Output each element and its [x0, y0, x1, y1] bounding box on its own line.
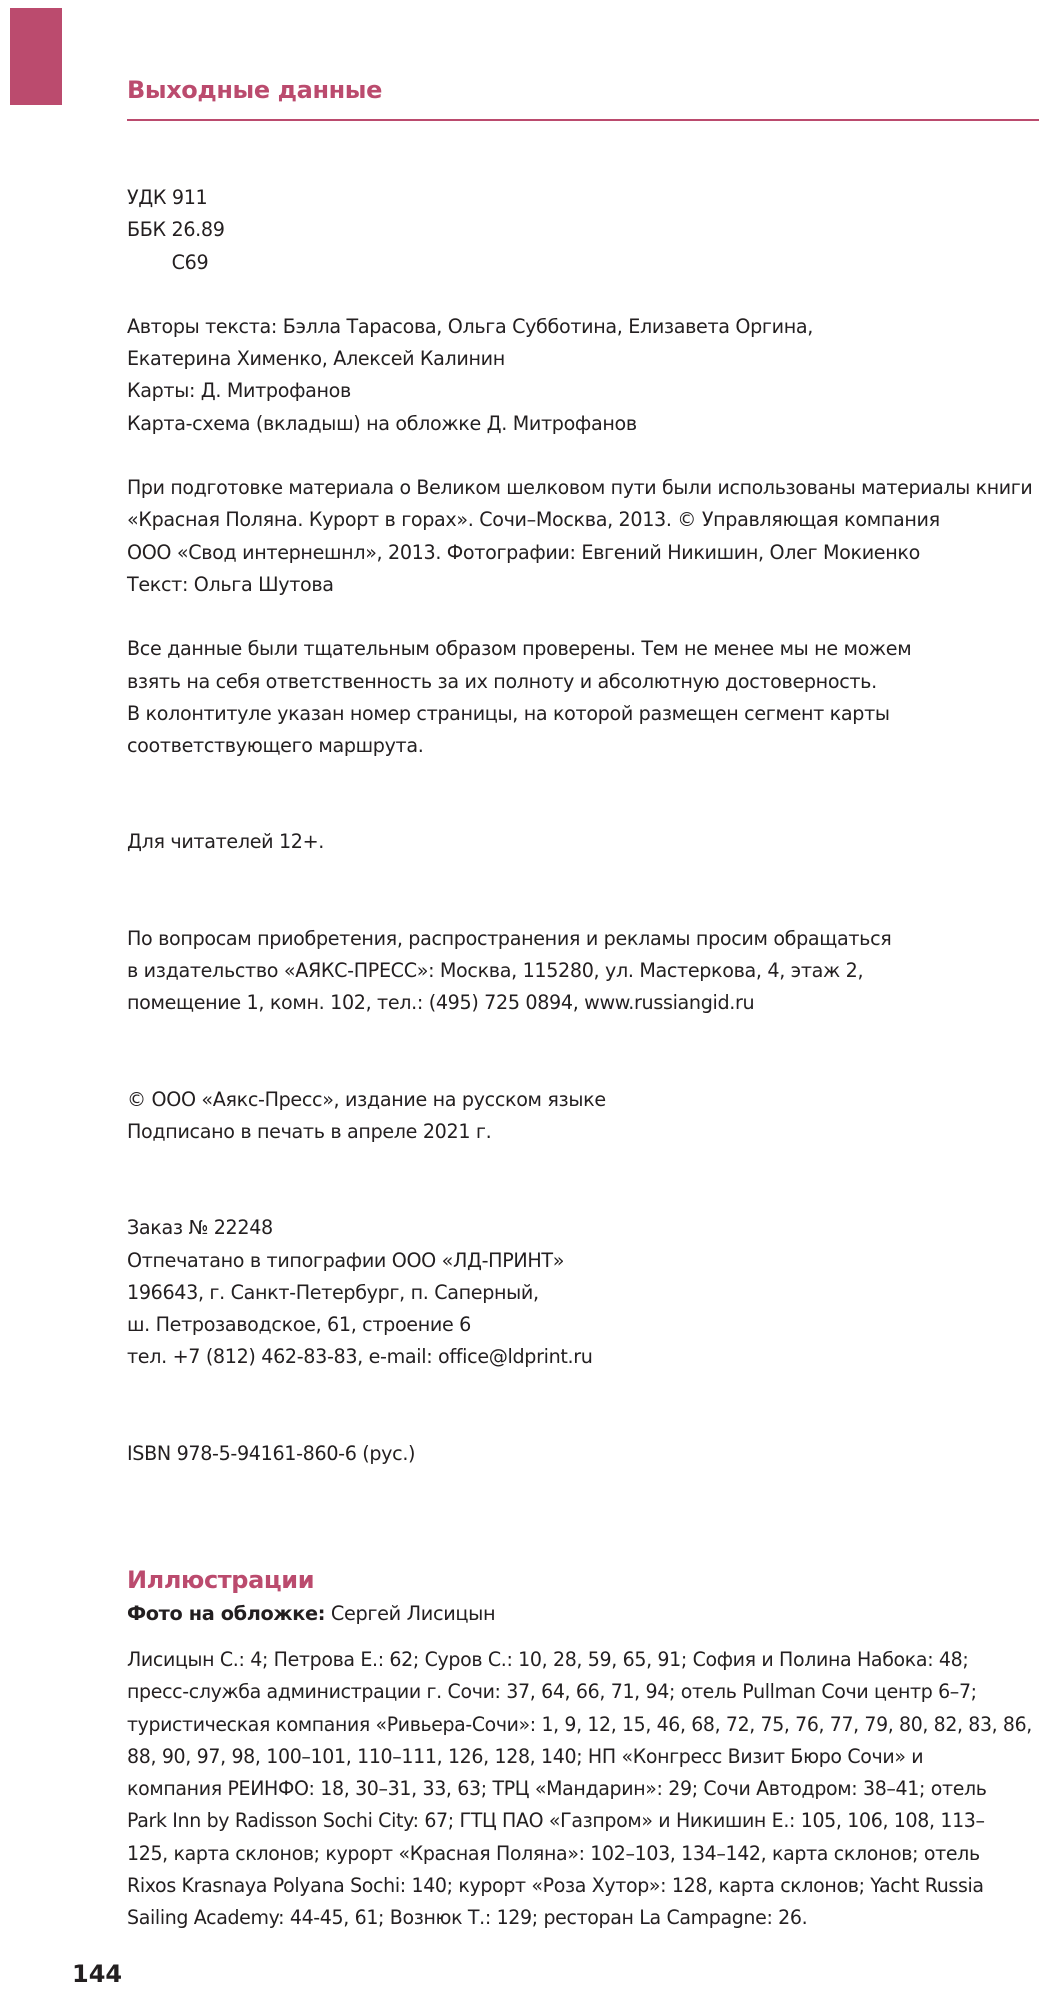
disclaimer-block — [127, 633, 1039, 762]
contact-line: По вопросам приобретения, распространения и рекламы просим обращаться — [127, 926, 892, 950]
isbn-block — [127, 1438, 1039, 1470]
credits-line: Rixos Krasnaya Polyana Sochi: 140; курорт «Роза Хутор»: 128, карта склонов; Yacht Russia — [127, 1874, 984, 1898]
authors-line: Екатерина Хименко, Алексей Калинин — [127, 347, 505, 371]
copyright-line: Подписано в печать в апреле 2021 г. — [127, 1119, 492, 1143]
materials-line: Текст: Ольга Шутова — [127, 572, 334, 596]
title-divider — [127, 119, 1039, 121]
disclaimer-line: соответствующего маршрута. — [127, 734, 424, 758]
author-mark: С69 — [171, 250, 209, 274]
contact-line: в издательство «АЯКС-ПРЕСС»: Москва, 115280, ул. Мастеркова, 4, этаж 2, — [127, 959, 864, 983]
cover-photo-credit — [127, 1598, 1047, 1630]
credits-line: Sailing Academy: 44-45, 61; Вознюк Т.: 129; ресторан La Campagne: 26. — [127, 1906, 808, 1930]
illustrations-section — [127, 1564, 1047, 1935]
contact-line: помещение 1, комн. 102, тел.: (495) 725 0894, www.russiangid.ru — [127, 991, 755, 1015]
disclaimer-line: Все данные были тщательным образом проверены. Тем не менее мы не можем — [127, 637, 912, 661]
authors-block — [127, 311, 1039, 440]
printing-line: ш. Петрозаводское, 61, строение 6 — [127, 1313, 471, 1337]
classification-codes — [127, 182, 1039, 279]
cover-photo-author: Сергей Лисицын — [325, 1602, 496, 1625]
credits-line: 88, 90, 97, 98, 100–101, 110–111, 126, 128, 140; НП «Конгресс Визит Бюро Сочи» и — [127, 1744, 924, 1768]
printing-line: 196643, г. Санкт-Петербург, п. Саперный, — [127, 1280, 539, 1304]
copyright-block — [127, 1084, 1039, 1149]
section-title: Выходные данные — [127, 76, 382, 104]
printing-line: Заказ № 22248 — [127, 1216, 273, 1240]
page-number: 144 — [72, 1960, 123, 1988]
disclaimer-line: В колонтитуле указан номер страницы, на которой размещен сегмент карты — [127, 701, 890, 725]
imprint-content — [127, 182, 1039, 1470]
authors-line: Карты: Д. Митрофанов — [127, 379, 351, 403]
authors-line: Карта-схема (вкладыш) на обложке Д. Митрофанов — [127, 411, 637, 435]
credits-line: компания РЕИНФО: 18, 30–31, 33, 63; ТРЦ «Мандарин»: 29; Сочи Автодром: 38–41; отель — [127, 1777, 987, 1801]
materials-line: «Красная Поляна. Курорт в горах». Сочи–Москва, 2013. © Управляющая компания — [127, 508, 940, 532]
printing-line: тел. +7 (812) 462-83-83, e-mail: office@ldprint.ru — [127, 1345, 593, 1369]
authors-line: Авторы текста: Бэлла Тарасова, Ольга Субботина, Елизавета Оргина, — [127, 314, 813, 338]
printing-block — [127, 1212, 1039, 1373]
cover-photo-label: Фото на обложке: — [127, 1602, 326, 1625]
age-rating: Для читателей 12+. — [127, 830, 325, 854]
illustrations-title: Иллюстрации — [127, 1566, 315, 1594]
copyright-line: © ООО «Аякс-Пресс», издание на русском языке — [127, 1087, 606, 1111]
photo-credits — [127, 1644, 1047, 1935]
credits-line: Park Inn by Radisson Sochi City: 67; ГТЦ ПАО «Газпром» и Никишин Е.: 105, 106, 108, 113– — [127, 1809, 985, 1833]
printing-line: Отпечатано в типографии ООО «ЛД-ПРИНТ» — [127, 1248, 565, 1272]
materials-line: При подготовке материала о Великом шелковом пути были использованы материалы книги — [127, 476, 1033, 500]
credits-line: Лисицын С.: 4; Петрова Е.: 62; Суров С.: 10, 28, 59, 65, 91; София и Полина Набока: 48; — [127, 1648, 969, 1671]
credits-line: туристическая компания «Ривьера-Сочи»: 1, 9, 12, 15, 46, 68, 72, 75, 76, 77, 79, 80, 82, 83, 86, — [127, 1712, 1032, 1736]
contact-block — [127, 923, 1039, 1020]
credits-line: пресс-служба администрации г. Сочи: 37, 64, 66, 71, 94; отель Pullman Сочи центр 6–7; — [127, 1680, 977, 1704]
isbn: ISBN 978-5-94161-860-6 (рус.) — [127, 1441, 416, 1465]
materials-block — [127, 472, 1039, 601]
udk-code: УДК 911 — [127, 186, 208, 209]
credits-line: 125, карта склонов; курорт «Красная Поляна»: 102–103, 134–142, карта склонов; отель — [127, 1841, 980, 1865]
corner-tab-marker — [10, 8, 62, 105]
materials-line: ООО «Свод интернешнл», 2013. Фотографии: Евгений Никишин, Олег Мокиенко — [127, 540, 920, 564]
bbk-code: ББК 26.89 — [127, 218, 225, 242]
disclaimer-line: взять на себя ответственность за их полноту и абсолютную достоверность. — [127, 669, 877, 693]
age-rating-block — [127, 826, 1039, 858]
